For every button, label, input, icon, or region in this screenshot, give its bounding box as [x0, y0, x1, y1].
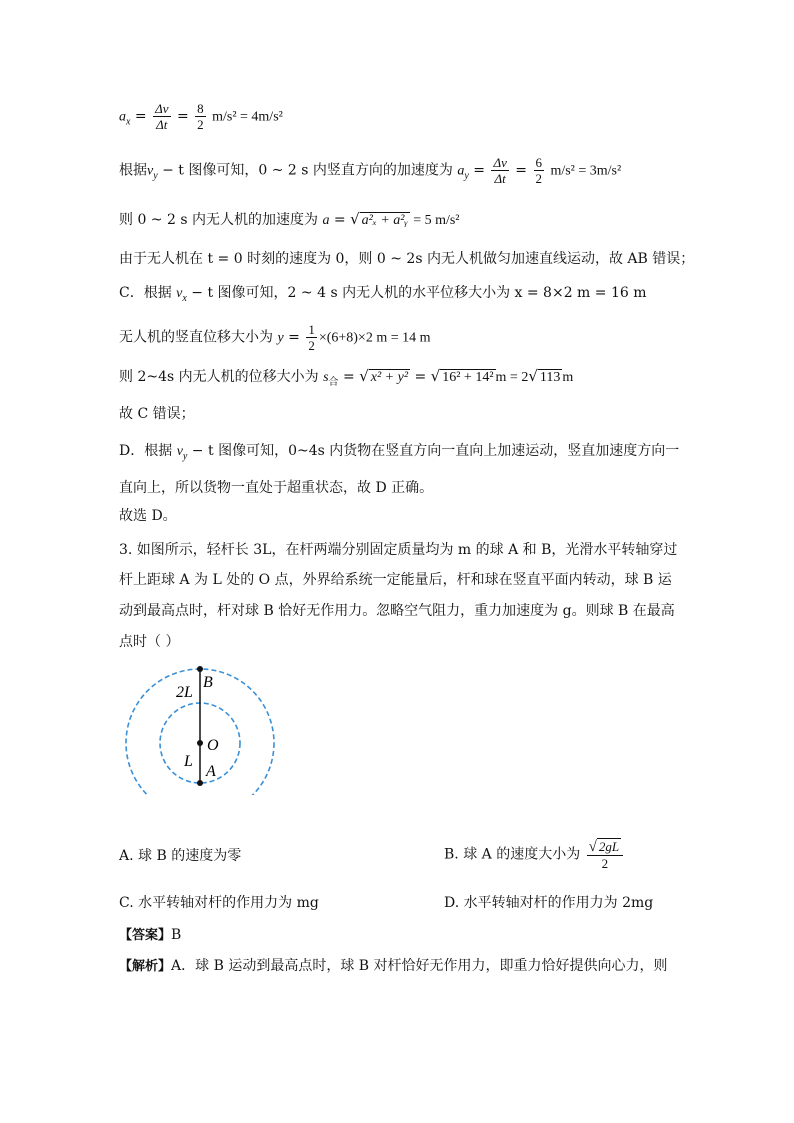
answer-value: B [171, 927, 182, 943]
num: 8 [197, 101, 204, 116]
var-a: a [119, 109, 126, 125]
var-v: v [176, 286, 183, 301]
num: 6 [535, 155, 542, 170]
text: C．根据 [119, 285, 177, 301]
frac-dv-dt [153, 101, 170, 132]
question-3-line-2: 杆上距球 A 为 L 处的 O 点，外界给系统一定能量后，杆和球在竖直平面内转动，球 B 运 [119, 572, 672, 588]
den: 2 [535, 171, 542, 186]
frac-sqrt2gL-2 [587, 838, 623, 871]
text: − t 图像可知，2 ~ 4 s 内无人机的水平位移大小为 x = 8×2 m = 16 m [186, 285, 647, 301]
text: − t 图像可知，0 ~ 2 s 内竖直方向的加速度为 [157, 162, 458, 179]
formula-s: 则 2~4s 内无人机的位移大小为 $s_合$ = √ x² + y² = √ 16² + 14² m = 2√ 113 m [119, 367, 574, 388]
text-line-8: 故 C 错误； [119, 406, 195, 422]
num: Δv [155, 101, 169, 116]
num: 1 [308, 322, 315, 337]
pivot-o [197, 740, 203, 746]
text-line-4: 由于无人机在 t = 0 时刻的速度为 0，则 0 ~ 2s 内无人机做匀加速直线运动，故 AB 错误； [119, 251, 695, 267]
var-y: y [277, 330, 284, 346]
formula-rest: ×(6+8)×2 m = 14 m [318, 330, 431, 346]
var-v: v [147, 163, 154, 179]
formula-ax: $a_x$ = $\frac{\Delta v}{\Delta t}$ = $\frac{8}{2}$ m/s² = 4m/s² [119, 101, 283, 132]
radicand: 16² + 14² [442, 370, 494, 385]
num: Δv [493, 155, 507, 170]
text-line-9 [119, 441, 679, 467]
text-line-11: 故选 D。 [119, 508, 177, 524]
question-3-line-4: 点时（ ） [119, 634, 180, 650]
option-b [444, 838, 625, 871]
formula-rest: m/s² = 3m/s² [550, 163, 622, 179]
label-A: A [206, 763, 216, 780]
answer-tag: 【答案】 [119, 928, 172, 943]
text: B. 球 A 的速度大小为 [444, 846, 581, 863]
den: Δt [156, 117, 168, 132]
label-2L: 2L [176, 684, 193, 701]
den: 2 [197, 117, 204, 132]
analysis-line [119, 956, 668, 977]
radicand: 2gL [598, 839, 620, 854]
label-L: L [184, 753, 193, 770]
text: 根据 [119, 162, 147, 179]
unit: m [562, 370, 574, 385]
label-B: B [203, 674, 213, 691]
frac-6-2 [534, 155, 545, 186]
option-a: A. 球 B 的速度为零 [119, 848, 242, 864]
question-3-line-1: 3. 如图所示，轻杆长 3L，在杆两端分别固定质量均为 m 的球 A 和 B，光滑水平转轴穿过 [119, 542, 678, 558]
text: 无人机的竖直位移大小为 [119, 329, 278, 346]
var-v: v [176, 444, 183, 459]
text: D．根据 [119, 443, 177, 459]
ball-b [197, 666, 203, 672]
analysis-tag: 【解析】 [119, 959, 172, 974]
var-s: s [323, 370, 329, 385]
text: 则 2~4s 内无人机的位移大小为 [119, 369, 324, 385]
formula-rest: m/s² = 4m/s² [212, 109, 283, 125]
text-line-5 [119, 283, 647, 309]
analysis-text: A．球 B 运动到最高点时，球 B 对杆恰好无作用力，即重力恰好提供向心力，则 [171, 958, 668, 974]
sub-y: y [182, 450, 188, 462]
option-d: D. 水平转轴对杆的作用力为 2mg [444, 895, 654, 911]
den: 2 [601, 856, 609, 871]
var-a: a [457, 163, 465, 179]
question-3-line-3: 动到最高点时，杆对球 B 恰好无作用力。忽略空气阻力，重力加速度为 g。则球 B 在最高 [119, 603, 675, 619]
option-c: C. 水平转轴对杆的作用力为 mg [119, 895, 319, 911]
sub-x: x [182, 292, 187, 304]
formula-ay: 根据$v_y - t$ 图像可知，0 ~ 2 s 内竖直方向的加速度为 $a_y$ = $\frac{\Delta v}{\Delta t}$ = $\frac{6}{2}$ m/s² = 3m/s² [119, 155, 622, 186]
text: m = 2 [495, 370, 529, 385]
text-line-10: 直向上，所以货物一直处于超重状态，故 D 正确。 [119, 480, 434, 496]
text: 则 0 ~ 2 s 内无人机的加速度为 [119, 212, 323, 228]
formula-a-total: 则 0 ~ 2 s 内无人机的加速度为 a = √ a²ₓ + a²ᵧ = 5 m/s² [119, 210, 460, 228]
frac-1-2 [306, 322, 317, 353]
den: Δt [494, 171, 506, 186]
rod-rotation-figure [118, 660, 288, 795]
radicand: 113 [539, 370, 561, 385]
label-O: O [207, 737, 219, 754]
num: √ 2gL [587, 838, 623, 856]
formula-y: 无人机的竖直位移大小为 y = $\frac{1}{2}$ ×(6+8)×2 m = 14 m [119, 322, 431, 353]
frac-dvy-dt [491, 155, 508, 186]
answer-line [119, 925, 181, 946]
den: 2 [308, 338, 315, 353]
sub-he: 合 [328, 376, 339, 388]
text: − t 图像可知，0~4s 内货物在竖直方向一直向上加速运动，竖直加速度方向一 [187, 443, 680, 459]
ball-a [197, 780, 203, 786]
frac-8-2 [195, 101, 206, 132]
formula-rest: = 5 m/s² [409, 213, 460, 228]
sub-x: x [126, 116, 131, 128]
radicand: a²ₓ + a²ᵧ [361, 213, 408, 228]
radicand: x² + y² [370, 370, 409, 385]
var-a: a [322, 213, 330, 228]
sub-y: y [153, 170, 158, 182]
